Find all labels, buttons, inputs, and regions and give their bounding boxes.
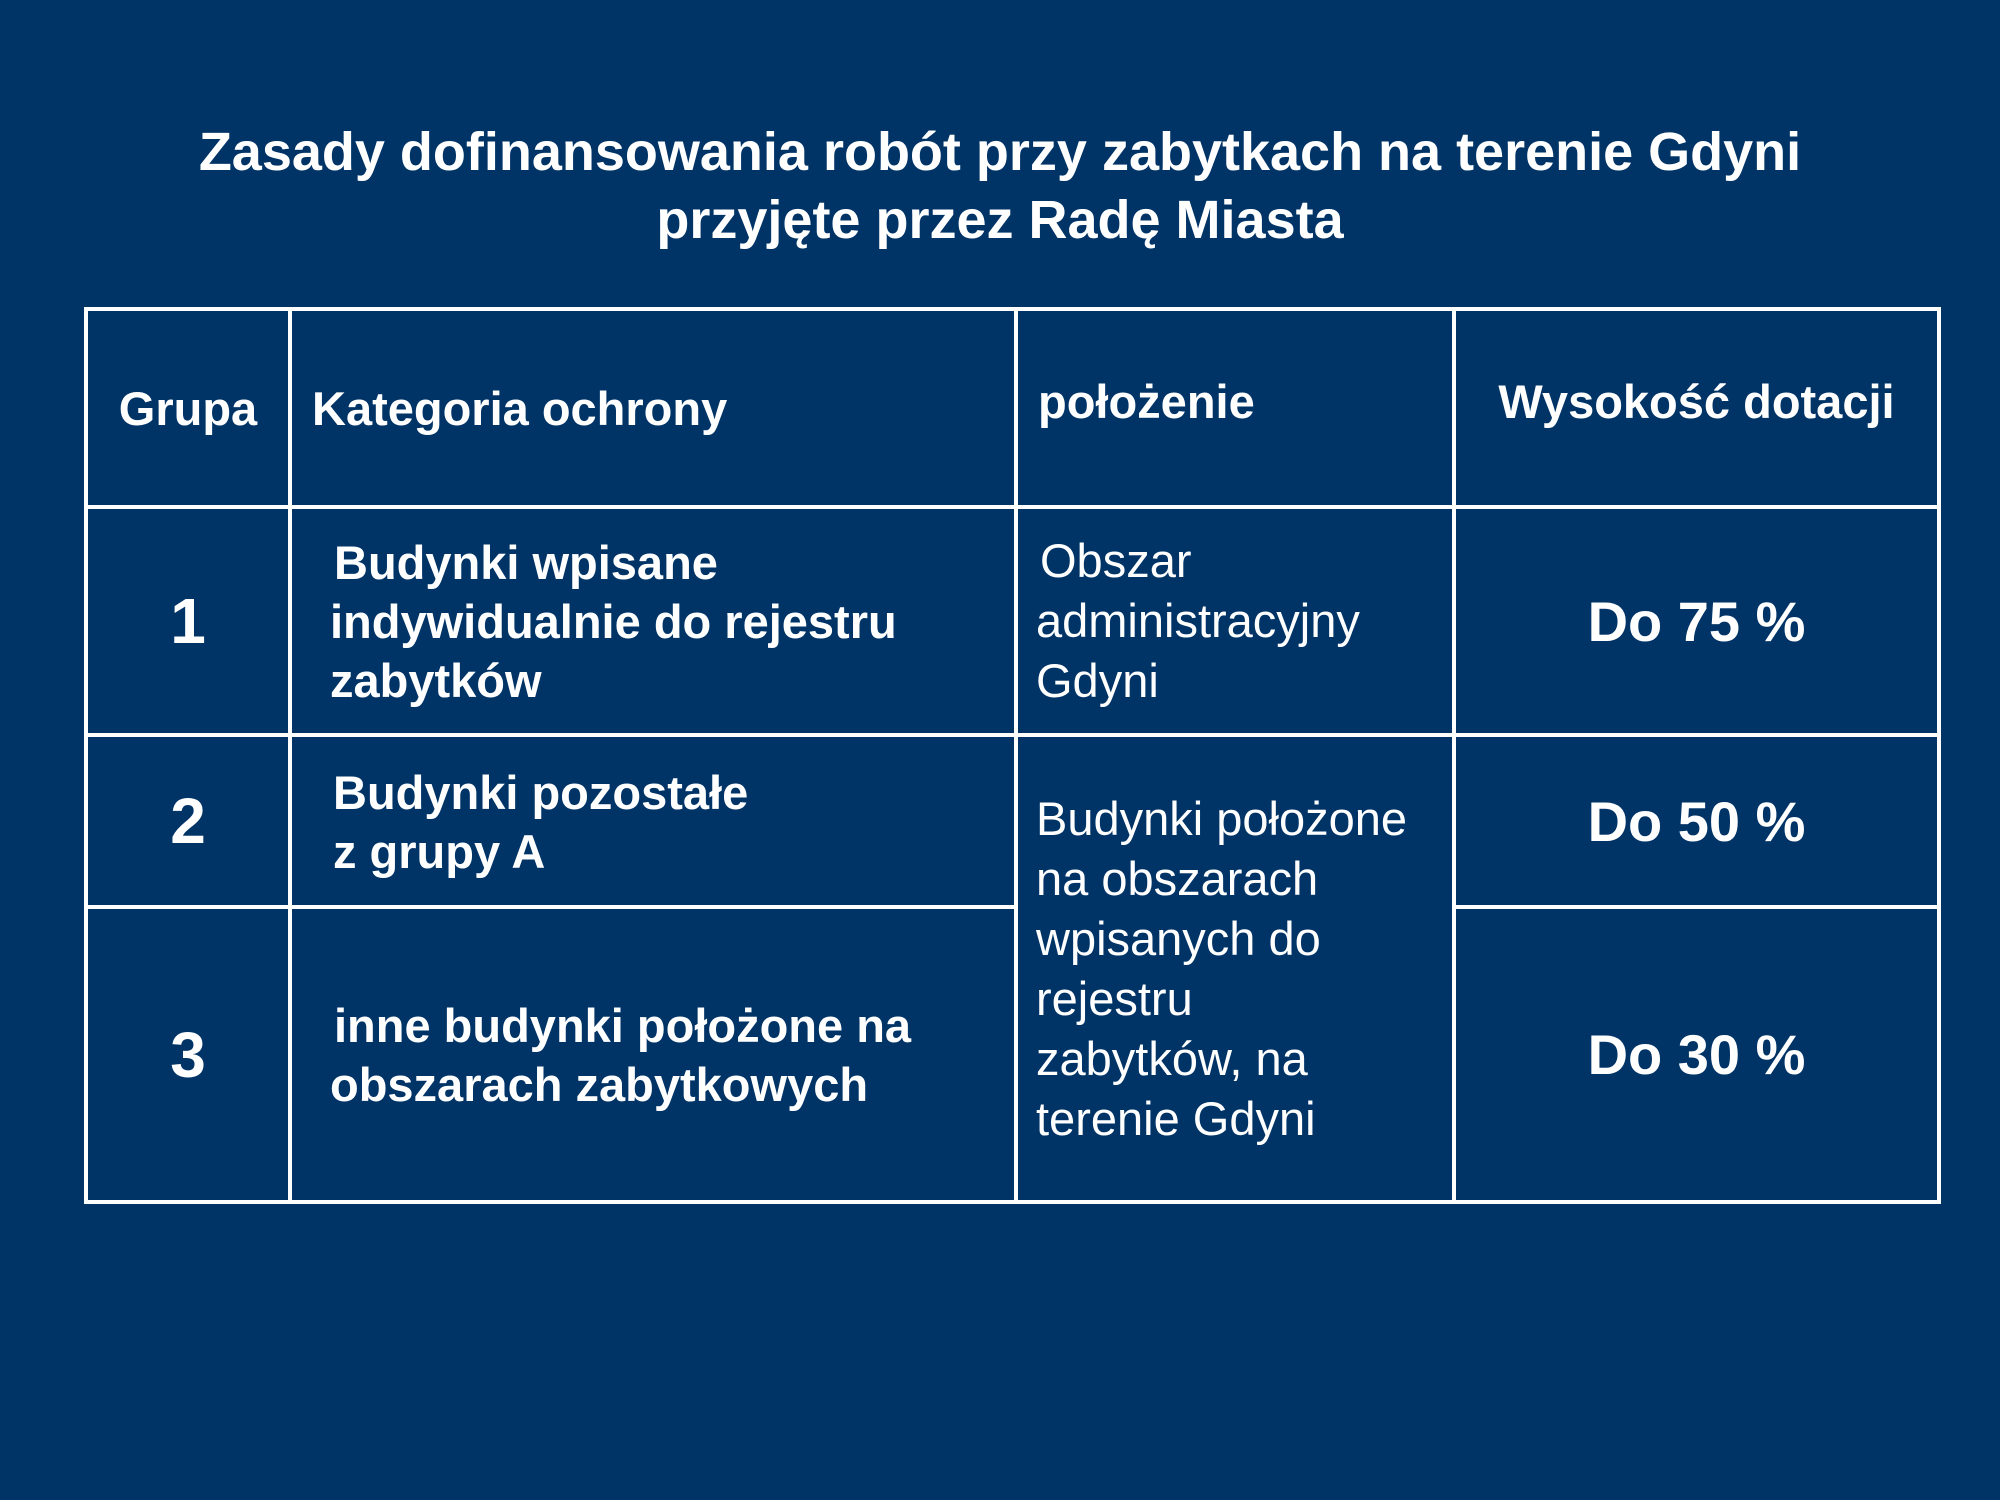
category-2-line-2: z grupy A (333, 825, 546, 878)
group-number-1: 1 (170, 585, 206, 657)
location-2-line-4: rejestru (1036, 971, 1193, 1025)
category-3-line-1: inne budynki położone na (334, 998, 912, 1052)
category-1-line-1: Budynki wpisane (334, 535, 718, 589)
category-1-line-2: indywidualnie do rejestru (330, 594, 897, 648)
location-2-line-2: na obszarach (1036, 851, 1319, 905)
location-1-line-1: Obszar (1040, 534, 1192, 587)
category-3-line-2: obszarach zabytkowych (330, 1057, 869, 1111)
category-1-line-3: zabytków (330, 653, 542, 707)
column-divider-1 (288, 307, 292, 1204)
header-amount: Wysokość dotacji (1498, 374, 1895, 428)
amount-cell-1: Do 75 % (1587, 589, 1806, 653)
location-cell-1 (1036, 509, 1452, 733)
subsidy-table (84, 307, 1941, 1204)
page-title (0, 118, 2000, 254)
location-1-line-2: administracyjny (1036, 594, 1360, 647)
group-number-2: 2 (170, 785, 206, 857)
table-border-bottom (84, 1200, 1941, 1204)
title-line-2: przyjęte przez Radę Miasta (656, 190, 1344, 250)
location-2-line-6: terenie Gdyni (1036, 1091, 1316, 1145)
category-cell-2 (333, 737, 1014, 905)
group-number-3: 3 (170, 1018, 206, 1091)
category-cell-1 (330, 509, 1014, 733)
location-1-line-3: Gdyni (1036, 654, 1159, 707)
header-group: Grupa (118, 381, 258, 435)
location-2-line-5: zabytków, na (1036, 1031, 1308, 1085)
category-cell-3 (330, 909, 1014, 1200)
amount-cell-3: Do 30 % (1587, 1023, 1806, 1086)
header-location: położenie (1038, 374, 1255, 428)
header-category: Kategoria ochrony (312, 381, 728, 435)
table-border-right (1937, 307, 1941, 1204)
category-2-line-1: Budynki pozostałe (333, 766, 749, 819)
location-2-line-1: Budynki położone (1036, 791, 1408, 845)
title-line-1: Zasady dofinansowania robót przy zabytkach na terenie Gdyni (198, 122, 1802, 182)
column-divider-2 (1014, 307, 1018, 1204)
location-2-line-3: wpisanych do (1036, 911, 1321, 965)
location-cell-2 (1036, 737, 1452, 1200)
amount-cell-2: Do 50 % (1587, 789, 1806, 853)
